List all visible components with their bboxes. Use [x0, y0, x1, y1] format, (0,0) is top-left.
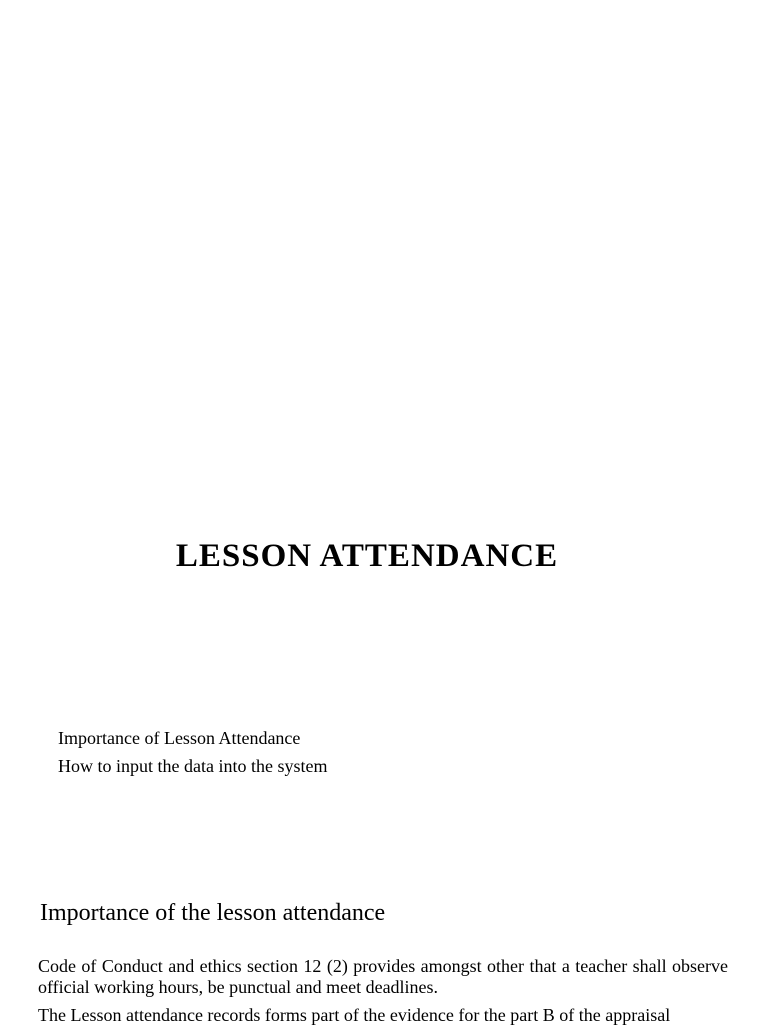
section-heading: Importance of the lesson attendance	[40, 900, 386, 926]
topic-list	[58, 724, 327, 780]
page-title: LESSON ATTENDANCE	[175, 538, 559, 574]
body-paragraph-code-of-conduct: Code of Conduct and ethics section 12 (2) provides amongst other that a teacher shall observe official working hours, be punctual and meet deadlines.	[38, 956, 728, 997]
topic-item-importance: Importance of Lesson Attendance	[58, 728, 301, 748]
topic-item-input-data: How to input the data into the system	[58, 756, 328, 776]
body-paragraph-appraisal-evidence: The Lesson attendance records forms part of the evidence for the part B of the appraisal	[38, 1005, 671, 1025]
